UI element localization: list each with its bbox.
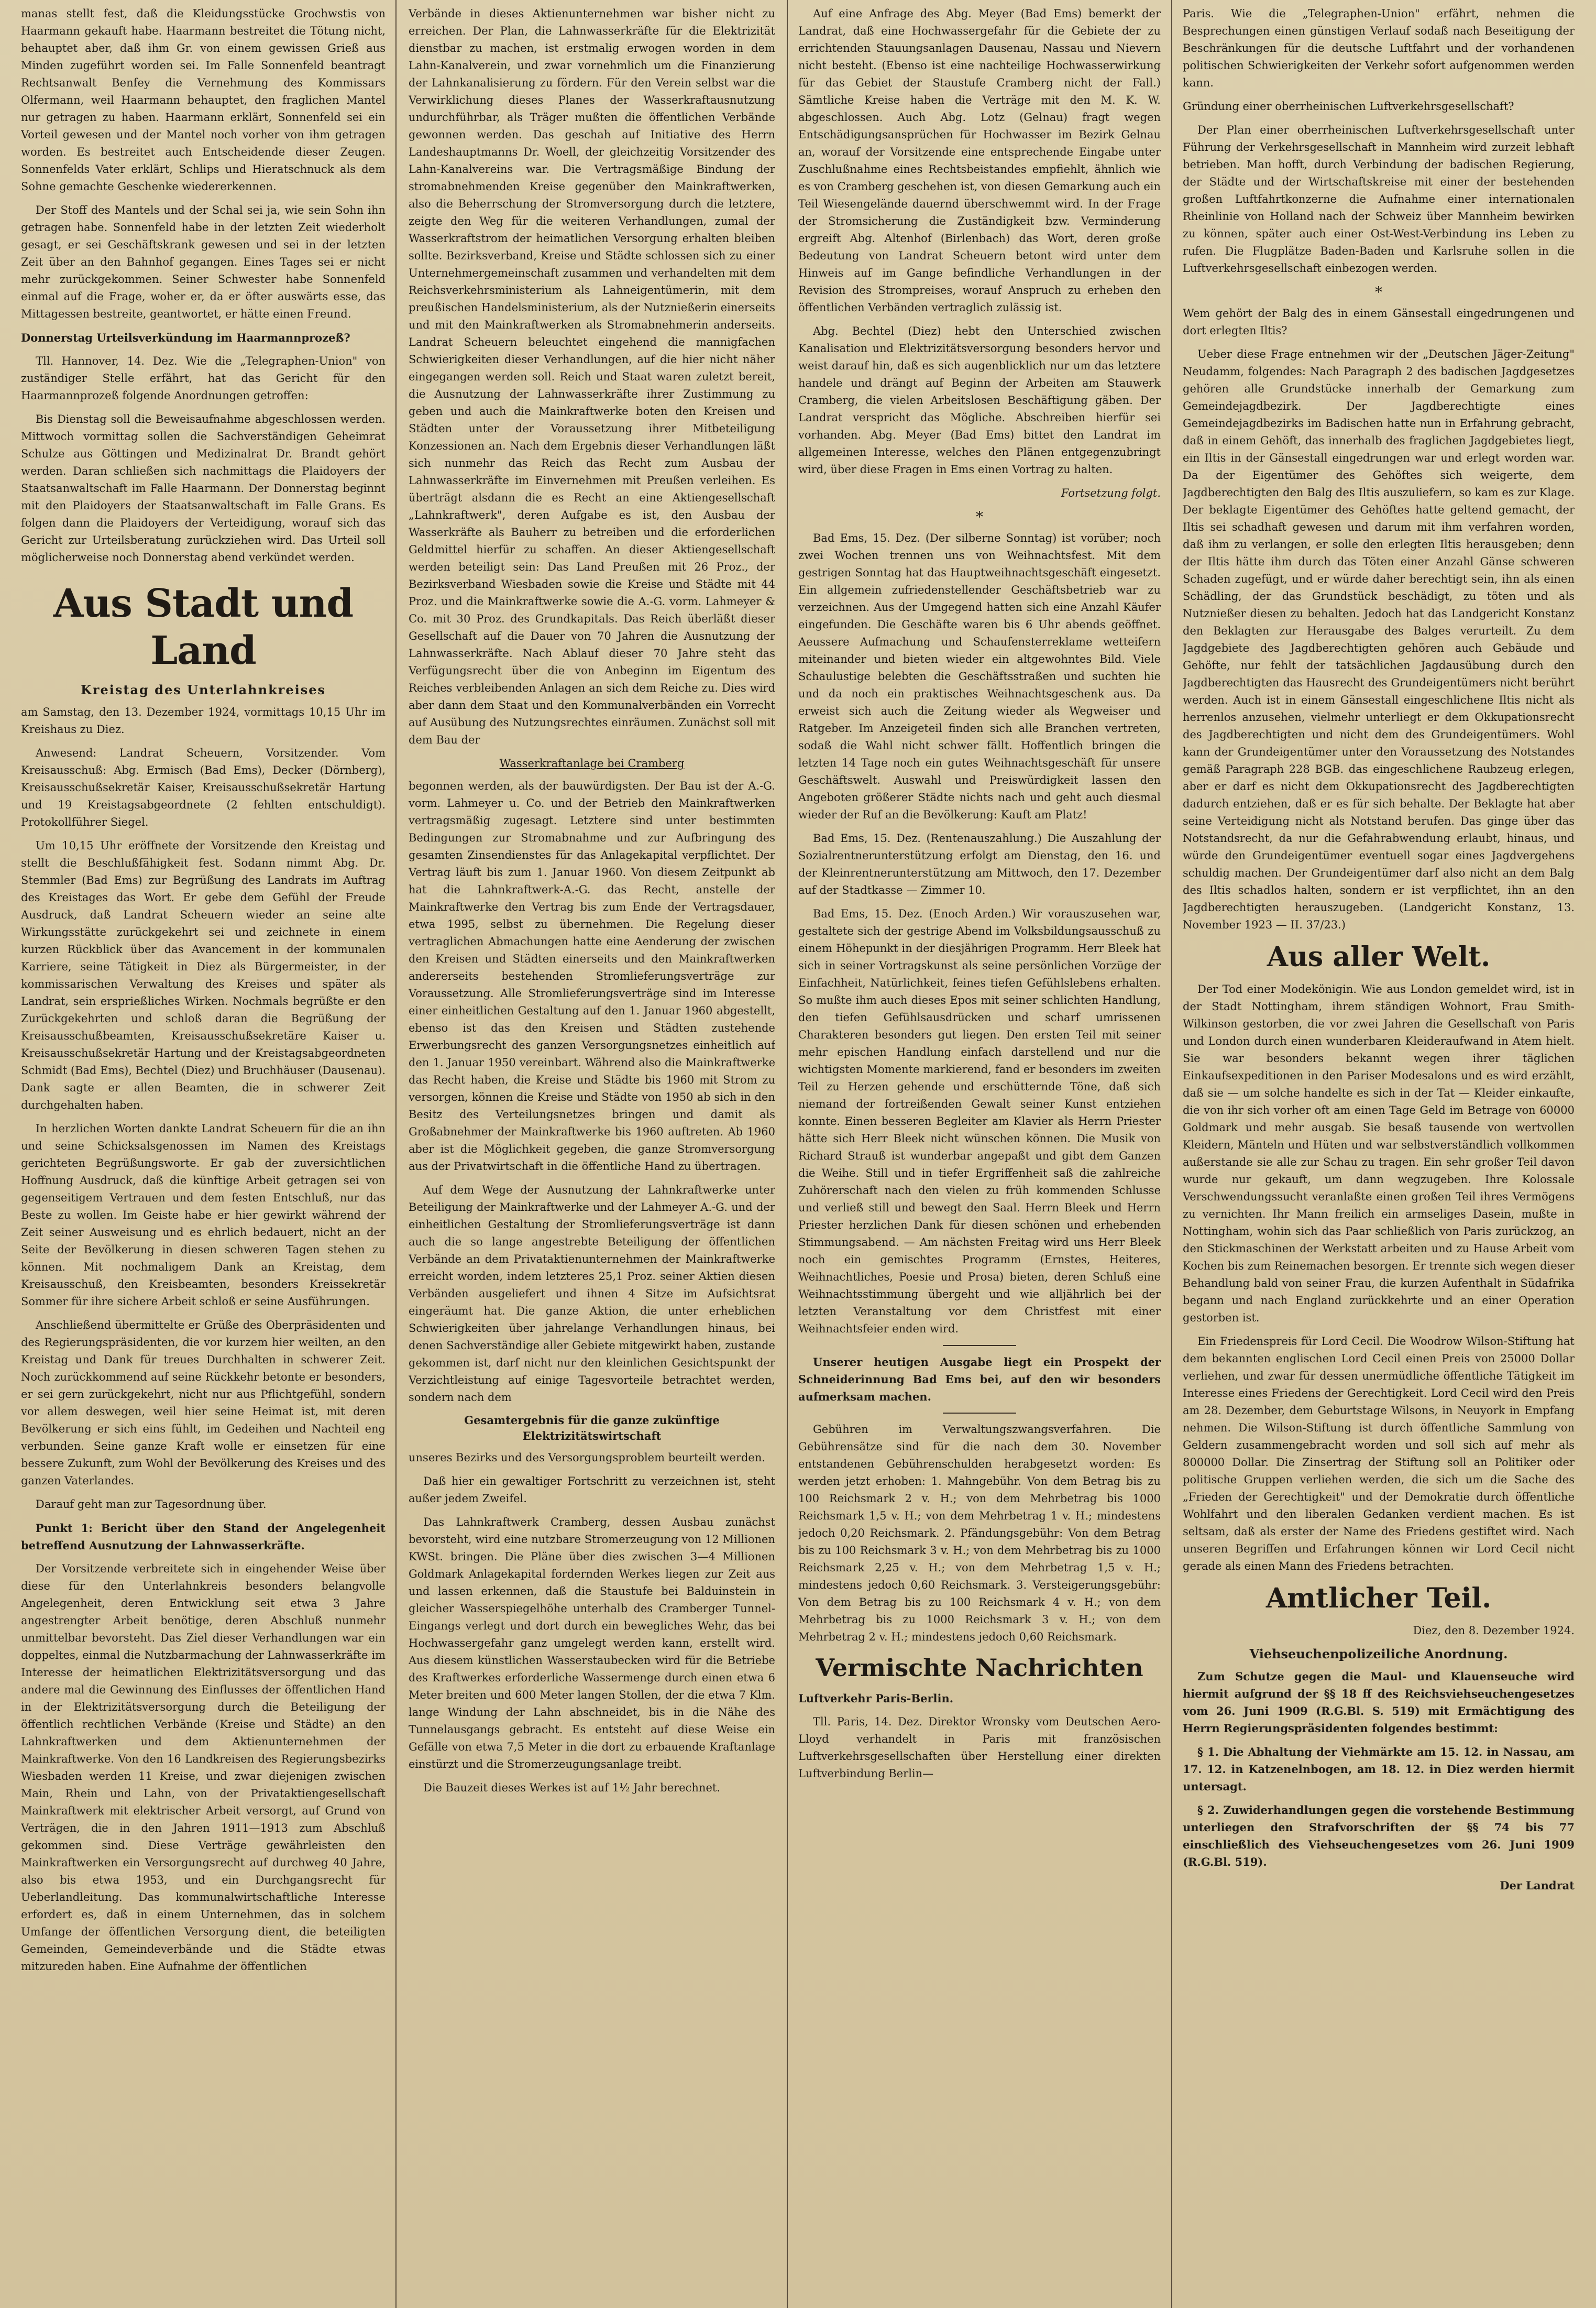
paragraph: manas stellt fest, daß die Kleidungsstücke Grochwstis von Haarmann gekauft habe. Haarmann bestreitet die Tötung nicht, behauptet aber, daß ihm Gr. von einem gewissen Grieß aus Minden zugeführt worden sei. Im Falle Sonnenfeld beantragt Rechtsanwalt Benfey die Vernehmung des Kommissars Olfermann, weil Haarmann behauptet, den fraglichen Mantel nur getragen zu haben. Haarmann erklärt, Sonnenfeld sei ein Vorteil gewesen und der Mantel noch vorher von ihm getragen worden. Es bestreitet auch Entscheidende dieser Zeugen. Sonnenfelds Vater erklärt, Schlips und Hieratschnuck als dem Sohne gemachte Geschenke wiedererkennen. (21, 7, 386, 193)
section-title: Vermischte Nachrichten (816, 1654, 1143, 1682)
column-rule (787, 0, 788, 2308)
paragraph: am Samstag, den 13. Dezember 1924, vormittags 10,15 Uhr im Kreishaus zu Diez. (21, 706, 386, 736)
article-heading: Viehseuchenpolizeiliche Anordnung. (1249, 1646, 1508, 1661)
paragraph: Ein Friedenspreis für Lord Cecil. Die Woodrow Wilson-Stiftung hat dem bekannten englischen Lord Cecil einen Preis von 25000 Dollar verliehen, und zwar für dessen unermüdliche öffentliche Tätigkeit im Interesse eines Friedens der Gerechtigkeit. Lord Cecil wird den Preis am 28. Dezember, dem Geburtstage Wilsons, in Neuyork in Empfang nehmen. Die Wilson-Stiftung ist durch öffentliche Sammlung von Geldern zusammengebracht worden und soll sich auf mehr als 800000 Dollar. Die Zinsertrag der Stiftung soll an Politiker oder politische Gruppen verliehen werden, die sich um die Sache des „Frieden der Gerechtigkeit" und der Demokratie durch öffentliche Wohlfahrt und den liberalen Gedanken verdient machen. Es ist seltsam, daß als erster der Name des Friedens gestiftet wird. Nach unseren Begriffen und Erfahrungen können wir Lord Cecil nicht gerade als einen Mann des Friedens betrachten. (1183, 1335, 1575, 1572)
paragraph: Verbände in dieses Aktienunternehmen war bisher nicht zu erreichen. Der Plan, die Lahnwasserkräfte für die Elektrizität dienstbar zu machen, ist erstmalig erwogen worden in dem Lahn-Kanalverein, und zwar vornehmlich um die Finanzierung der Lahnkanalisierung zu fördern. Für den Verein selbst war die Verwirklichung dieses Planes der Wasserkraftausnutzung undurchführbar, als Träger mußten die öffentlichen Verbände gewonnen werden. Das geschah auf Initiative des Herrn Landeshauptmanns Dr. Woell, der gleichzeitig Vorsitzender des Lahn-Kanalvereins war. Die Vertragsmäßige Bindung der stromabnehmenden Kreise gegenüber den Mainkraftwerken, also die Beherrschung der Stromversorgung durch die letztere, zeigte den Weg für die weiteren Verhandlungen, zumal der Wasserkraftstrom der heimatlichen Versorgung erhalten bleiben sollte. Bezirksverband, Kreise und Städte schlossen sich zu einer Unternehmergemeinschaft zusammen und verhandelten mit dem Reichsverkehrsministerium als Lahneigentümerin, mit dem preußischen Handelsministerium, als der Nutznießerin einerseits und mit den Mainkraftwerken als Stromabnehmerin anderseits. Landrat Scheuern beleuchtet eingehend die mannigfachen Schwierigkeiten dieser Verhandlungen, auf die hier nicht näher eingegangen werden soll. Reich und Staat waren zuletzt bereit, die Ausnutzung der Lahnwasserkräfte ihrer Zustimmung zu geben und auch die Mainkraftwerke boten den Kreisen und Städten unter der Voraussetzung ihrer Mitbeteiligung Konzessionen an. Nach dem Ergebnis dieser Verhandlungen läßt sich nunmehr das Reich das Recht zum Ausbau der Lahnwasserkräfte im Einvernehmen mit Preußen verleihen. Es überträgt alsdann die es Recht an eine Aktiengesellschaft „Lahnkraftwerk", deren Aufgabe es ist, den Ausbau der Wasserkräfte als Bauherr zu betreiben und die erforderlichen Geldmittel hierfür zu schaffen. An dieser Aktiengesellschaft werden beteiligt sein: Das Land Preußen mit 26 Proz., der Bezirksverband Wiesbaden sowie die Kreise und Städte mit 44 Proz. und die Mainkraftwerke sowie die A.-G. vorm. Lahmeyer & Co. mit 30 Proz. des Grundkapitals. Das Reich überläßt dieser Gesellschaft auf die Dauer von 70 Jahren die Ausnutzung der Lahnwasserkräfte. Nach Ablauf dieser 70 Jahre steht das Verfügungsrecht über die von Anbeginn im Eigentum des Reiches verbleibenden Anlagen an sich dem Reiche zu. Dies wird aber dann dem Staat und den Kommunalverbänden ein Vorrecht auf Ausübung des Nutzungsrechtes einräumen. Zunächst soll mit dem Bau der (409, 7, 775, 746)
paragraph: Auf dem Wege der Ausnutzung der Lahnkraftwerke unter Beteiligung der Mainkraftwerke und der Lahmeyer A.-G. und der einheitlichen Gestaltung der Stromlieferungsverträge ist dann auch die so lange angestrebte Beteiligung der öffentlichen Verbände an dem Privataktienunternehmen der Mainkraftwerke erreicht worden, indem letzteres 25,1 Proz. seiner Aktien diesen Verbänden ausgeliefert und ihnen 4 Sitze im Aufsichtsrat eingeräumt hat. Die ganze Aktion, die unter erheblichen Schwierigkeiten über jahrelange Verhandlungen hinaus, bei denen Sachverständige aller Gebiete mitgewirkt haben, zustande gekommen ist, darf nicht nur den kleinlichen Gesichtspunkt der Verzichtleistung auf einige Tagesvorteile betrachtet werden, sondern nach dem (409, 1184, 775, 1404)
paragraph: Darauf geht man zur Tagesordnung über. (36, 1498, 267, 1511)
divider (943, 1345, 1016, 1346)
column-rule (395, 0, 397, 2308)
paragraph: Anschließend übermittelte er Grüße des Oberpräsidenten und des Regierungspräsidenten, die vor kurzem hier weilten, an den Kreistag und Dank für treues Durchhalten in schwerer Zeit. Noch zurückkommend auf seine Rückkehr betonte er besonders, er sei gern zurückgekehrt, nicht nur aus Pflichtgefühl, sondern vor allem deswegen, weil hier seine Heimat ist, mit deren Bevölkerung er sich eins fühlt, im Gedeihen und Nachteil eng verbunden. Seine ganze Kraft wolle er einsetzen für eine bessere Zukunft, zum Wohl der Bevölkerung des Kreises und des ganzen Vaterlandes. (21, 1319, 386, 1487)
paragraph: Gebühren im Verwaltungszwangsverfahren. Die Gebührensätze sind für die nach dem 30. November entstandenen Gebührenschulden herabgesetzt worden: Es werden jetzt erhoben: 1. Mahngebühr. Von dem Betrag bis zu 100 Reichsmark 2 v. H.; von dem Mehrbetrag bis 1000 Reichsmark 1,5 v. H.; von dem Mehrbetrag 1 v. H.; mindestens jedoch 0,20 Reichsmark. 2. Pfändungsgebühr: Von dem Betrag bis zu 100 Reichsmark 3 v. H.; von dem Mehrbetrag bis zu 1000 Reichsmark 2,25 v. H.; von dem Mehrbetrag 1,5 v. H.; mindestens jedoch 0,60 Reichsmark. 3. Versteigerungsgebühr: Von dem Betrag bis zu 100 Reichsmark 4 v. H.; von dem Mehrbetrag bis zu 1000 Reichsmark 3 v. H.; von dem Mehrbetrag 2 v. H.; mindestens jedoch 0,60 Reichsmark. (798, 1423, 1161, 1643)
dateline: Diez, den 8. Dezember 1924. (1413, 1624, 1575, 1637)
paragraph: Bad Ems, 15. Dez. (Rentenauszahlung.) Die Auszahlung der Sozialrentnerunterstützung erfolgt am Dienstag, den 16. und der Kleinrentnerunterstützung am Mittwoch, den 17. Dezember auf der Stadtkasse — Zimmer 10. (798, 832, 1161, 896)
continuation-note: Fortsetzung folgt. (1061, 487, 1161, 499)
signature: Der Landrat (1500, 1879, 1575, 1892)
paragraph: Ueber diese Frage entnehmen wir der „Deutschen Jäger-Zeitung" Neudamm, folgendes: Nach Paragraph 2 des badischen Jagdgesetzes gehören alle Grundstücke innerhalb der Gemarkung zum Gemeindejagdbezirk. Der Jagdberechtigte eines Gemeindejagdbezirks im Badischen hatte nun in Erfahrung gebracht, daß in einem Gehöft, das innerhalb des fraglichen Jagdgebietes liegt, ein Iltis in der Gänsestall eingedrungen war und erlegt worden war. Da der Eigentümer des Gehöftes sich weigerte, dem Jagdberechtigten den Balg des Iltis auszuliefern, so kam es zur Klage. Der beklagte Eigentümer des Gehöftes hatte geltend gemacht, der Iltis sei schadhaft gewesen und darum mit ihm verfahren worden, daß ihm zu verlangen, er solle den erlegten Iltis herausgeben; denn der Iltis hätte ihm durch das Töten einer Anzahl Gänse schweren Schaden zugefügt, und er würde daher berechtigt sein, ihn als einen Schädling, der das Grundstück beschädigt, zu töten und als Nutznießer diesen zu behalten. Jedoch hat das Landgericht Konstanz den Beklagten zur Herausgabe des Balges verurteilt. Zu dem Jagdgebiete des Jagdberechtigten gehören auch Gebäude und Gehöfte, nur fehlt der tatsächlichen Jagdausübung durch den Jagdberechtigten das Hausrecht des Grundeigentümers nicht berührt werden. Auch ist in einem Gänsestall eingeschlichene Iltis nicht als herrenlos anzusehen, vielmehr unterliegt er dem Okkupationsrecht des Jagdberechtigten und nicht dem des Grundeigentümers. Wohl kann der Grundeigentümer unter den Voraussetzung des Notstandes gemäß Paragraph 228 BGB. das eingeschlichene Raubzeug erlegen, aber er darf es nicht dem Okkupationsrecht des Jagdberechtigten dadurch entziehen, daß er es für sich behalte. Der Beklagte hat aber seine Verteidigung nicht als Notstand berufen. Das ginge über das Notstandsrecht, da nur die Gefahrabwendung erlaubt, hinaus, und würde den Grundeigentümer eventuell sogar eines Jagdvergehens schuldig machen. Der Grundeigentümer darf also nicht an dem Balg des Iltis schadlos halten, sondern er ist verpflichtet, ihn an den Jagdberechtigten herauszugeben. (Landgericht Konstanz, 13. November 1923 — II. 37/23.) (1183, 348, 1575, 931)
paragraph: Der Tod einer Modekönigin. Wie aus London gemeldet wird, ist in der Stadt Nottingham, ihrem ständigen Wohnort, Frau Smith-Wilkinson gestorben, die vor zwei Jahren die Gesellschaft von Paris und London durch einen wunderbaren Kleideraufwand in Atem hielt. Sie war besonders bekannt wegen ihrer täglichen Einkaufsexpeditionen in den Pariser Modesalons und es wird erzählt, daß sie — um solche handelte es sich in der Tat — Kleider einkaufte, die von ihr sich vorher oft am einen Tage Geld im Betrage von 60000 Goldmark und mehr ausgab. Sie besaß tausende von wertvollen Kleidern, Mänteln und Hüten und war selbstverständlich vollkommen außerstande sie alle zur Schau zu tragen. Ein sehr großer Teil davon wurde nur gekauft, um dann wegzugeben. Ihre Kolossale Verschwendungssucht veranlaßte einen großen Teil ihres Vermögens zu vernichten. Ihr Mann freilich ein armseliges Dasein, mußte in Nottingham, wohin sich das Paar schließlich von Paris zurückzog, an den Stickmaschinen der Werkstatt arbeiten und zu Hause Arbeit vom Kochen bis zum Reinemachen besorgen. Er trennte sich wegen dieser Behandlung bald von seiner Frau, die kurzen Aufenthalt in Südafrika begann und nach England zurückkehrte und an einer Operation gestorben ist. (1183, 983, 1575, 1324)
paragraph: Der Stoff des Mantels und der Schal sei ja, wie sein Sohn ihn getragen habe. Sonnenfeld habe in der letzten Zeit wiederholt gesagt, er sei Geschäftskrank gewesen und sei in der letzten Zeit über an den Bahnhof gegangen. Eines Tages sei er nicht mehr zurückgekommen. Seiner Schwester habe Sonnenfeld einmal auf die Frage, woher er, da er öfter auswärts esse, das Mittagessen bestreite, geantwortet, er hätte einen Freund. (21, 204, 386, 320)
paragraph: unseres Bezirks und des Versorgungsproblem beurteilt werden. (409, 1451, 766, 1464)
subheading: Gesamtergebnis für die ganze zukünftige Elektrizitätswirtschaft (464, 1414, 720, 1442)
section-title: Aus Stadt und Land (53, 581, 354, 673)
column-2 (409, 5, 775, 2303)
paragraph: Das Lahnkraftwerk Cramberg, dessen Ausbau zunächst bevorsteht, wird eine nutzbare Stromerzeugung von 12 Millionen KWSt. bringen. Die Pläne über dies zwischen 3—4 Millionen Goldmark Anlagekapital fordernden Werkes liegen zur Zeit aus und lassen erkennen, daß die Staustufe bei Balduinstein in gleicher Wasserspiegelhöhe unterhalb des Cramberger Tunnel-Eingangs verlegt und dort durch ein bewegliches Wehr, das bei Hochwassergefahr ganz umgelegt werden kann, erstellt wird. Aus diesem künstlichen Wasserstaubecken wird für die Betriebe des Kraftwerkes erforderliche Wassermenge durch einen etwa 6 Meter breiten und 600 Meter langen Stollen, der die etwa 7 Klm. lange Windung der Lahn abschneidet, bis in die Nähe des Tunnelausgangs gebracht. Es entsteht auf diese Weise ein Gefälle von etwa 7,5 Meter in die dort zu erbauende Kraftanlage einstürzt und die Stromerzeugungsanlage treibt. (409, 1516, 775, 1770)
column-1 (21, 5, 386, 2303)
section-title: Amtlicher Teil. (1265, 1582, 1492, 1614)
notice: Unserer heutigen Ausgabe liegt ein Prospekt der Schneiderinnung Bad Ems bei, auf den wir besonders aufmerksam machen. (798, 1355, 1161, 1403)
paragraph: Auf eine Anfrage des Abg. Meyer (Bad Ems) bemerkt der Landrat, daß eine Hochwassergefahr für die Gebiete der zu errichtenden Stauungsanlagen Dausenau, Nassau und Nievern nicht besteht. (Ebenso ist eine nachteilige Hochwasserwirkung für das Gebiet der Staustufe Cramberg nicht der Fall.) Sämtliche Kreise haben die Verträge mit den M. K. W. abgeschlossen. Auch Abg. Lotz (Gelnau) fragt wegen Entschädigungsansprüchen für Hochwasser im Bezirk Gelnau an, worauf der Vorsitzende eine entsprechende Eingabe unter Zuschlußnahme eines Rechtsbeistandes empfiehlt, ähnlich wie es von Cramberg geschehen ist, von diesen Gemarkung auch ein Teil Wiesengelände dauernd überschwemmt wird. In der Frage der Stromsicherung die Zuständigkeit bzw. Verminderung ergreift Abg. Altenhof (Birlenbach) das Wort, deren große Bedeutung von Landrat Scheuern betont wird unter dem Hinweis auf im Gange befindliche Verhandlungen in der Revision des Strompreises, worauf Anspruch zu erheben den öffentlichen Verbänden vertraglich zulässig ist. (798, 7, 1161, 314)
separator-star: * (976, 508, 983, 526)
paragraph: In herzlichen Worten dankte Landrat Scheuern für die an ihn und seine Schicksalsgenossen im Namen des Kreistags gerichteten Begrüßungsworte. Er gab der zuversichtlichen Hoffnung Ausdruck, daß die künftige Arbeit getragen sei von gegenseitigem Vertrauen und dem festen Entschluß, nur das Beste zu wollen. Im Geiste habe er hier gewirkt während der Zeit seiner Ausweisung und es ehrlich bedauert, nicht an der Seite der Bevölkerung in diesen schweren Tagen stehen zu können. Mit nochmaligem Dank an Kreistag, dem Kreisausschuß, den Kreisbeamten, besonders Kreissekretär Sommer für ihre sichere Arbeit schloß er seine Ausführungen. (21, 1122, 386, 1308)
paragraph: § 1. Die Abhaltung der Viehmärkte am 15. 12. in Nassau, am 17. 12. in Katzenelnbogen, am 18. 12. in Diez werden hiermit untersagt. (1183, 1745, 1575, 1793)
subheading: Wasserkraftanlage bei Cramberg (499, 757, 685, 770)
separator-star: * (1375, 283, 1382, 301)
paragraph: Paris. Wie die „Telegraphen-Union" erfährt, nehmen die Besprechungen einen günstigen Verlauf sodaß nach Beseitigung der Beschränkungen für die deutsche Luftfahrt und der vorhandenen politischen Schwierigkeiten der Verkehr sofort aufgenommen werden kann. (1183, 7, 1575, 89)
paragraph: Tll. Hannover, 14. Dez. Wie die „Telegraphen-Union" von zuständiger Stelle erfährt, hat das Gericht für den Haarmannprozeß folgende Anordnungen getroffen: (21, 355, 386, 402)
paragraph: Zum Schutze gegen die Maul- und Klauenseuche wird hiermit aufgrund der §§ 18 ff des Reichsviehseuchengesetzes vom 26. Juni 1909 (R.G.Bl. S. 519) mit Ermächtigung des Herrn Regierungspräsidenten folgendes bestimmt: (1183, 1670, 1575, 1735)
paragraph: § 2. Zuwiderhandlungen gegen die vorstehende Bestimmung unterliegen den Strafvorschriften der §§ 74 bis 77 einschließlich des Viehseuchengesetzes vom 26. Juni 1909 (R.G.Bl. 519). (1183, 1803, 1575, 1868)
column-3 (798, 5, 1161, 2303)
paragraph: Der Plan einer oberrheinischen Luftverkehrsgesellschaft unter Führung der Verkehrsgesellschaft in Mannheim wird zurzeit lebhaft betrieben. Man hofft, durch Verbindung der badischen Regierung, der Städte und der Wirtschaftskreise mit einer der bestehenden großen Luftfahrtkonzerne die Aufnahme einer internationalen Rheinlinie von Holland nach der Schweiz über Mannheim bewirken zu können, später auch einer Ost-West-Verbindung ins Leben zu rufen. Die Flugplätze Baden-Baden und Karlsruhe sollen in die Luftverkehrsgesellschaft einbezogen werden. (1183, 124, 1575, 275)
article-heading: Kreistag des Unterlahnkreises (81, 682, 326, 697)
paragraph: begonnen werden, als der bauwürdigsten. Der Bau ist der A.-G. vorm. Lahmeyer u. Co. und der Betrieb den Mainkraftwerken vertragsmäßig zugesagt. Letztere sind unter bestimmten Bedingungen zur Stromabnahme und zur Aufbringung des gesamten Zinsendienstes für das Anlagekapital verpflichtet. Der Vertrag läuft bis zum 1. Januar 1960. Von diesem Zeitpunkt ab hat die Lahnkraftwerk-A.-G. das Recht, anstelle der Mainkraftwerke den Vertrag bis zum Ende der Vertragsdauer, etwa 1995, selbst zu übernehmen. Die Regelung dieser vertraglichen Abmachungen hatte eine Aenderung der zwischen den Kreisen und Städten einerseits und den Mainkraftwerken andererseits bestehenden Stromlieferungsverträge zur Voraussetzung. Alle Stromlieferungsverträge sind im Interesse einer einheitlichen Gestaltung auf den 1. Januar 1960 abgestellt, ebenso ist das den Kreisen und Städten zustehende Erwerbungsrecht des ganzen Versorgungsnetzes einheitlich auf den 1. Januar 1950 vereinbart. Während also die Mainkraftwerke das Recht haben, die Kreise und Städte bis 1960 mit Strom zu versorgen, können die Kreise und Städte von 1950 ab sich in den Besitz des Verteilungsnetzes bringen und damit als Großabnehmer der Mainkraftwerke bis 1960 auftreten. Ab 1960 aber ist die Möglichkeit gegeben, die ganze Stromversorgung aus der Privatwirtschaft in die öffentliche Hand zu übertragen. (409, 780, 775, 1173)
paragraph: Der Vorsitzende verbreitete sich in eingehender Weise über diese für den Unterlahnkreis besonders belangvolle Angelegenheit, deren Entwicklung seit etwa 3 Jahre angestrengter Arbeit benötige, deren Abschluß nunmehr unmittelbar bevorsteht. Das Ziel dieser Verhandlungen war ein doppeltes, einmal die Nutzbarmachung der Lahnwasserkräfte im Interesse der heimatlichen Elektrizitätsversorgung und das andere mal die Gewinnung des Einflusses der öffentlichen Hand in der Elektrizitätsversorgung durch die Beteiligung der öffentlich rechtlichen Verbände (Kreise und Städte) an den Lahnkraftwerken und dem Aktienunternehmen der Mainkraftwerke. Von den 16 Landkreisen des Regierungsbezirks Wiesbaden werden 11 Kreise, und zwar diejenigen zwischen Main, Rhein und Lahn, von der Privataktiengesellschaft Mainkraftwerk mit elektrischer Arbeit versorgt, auf Grund von Verträgen, die in den Jahren 1911—1913 zum Abschluß gekommen sind. Diese Verträge gewährleisten den Mainkraftwerken ein Versorgungsrecht auf durchweg 40 Jahre, also bis etwa 1953, und ein Durchgangsrecht für Ueberlandleitung. Das kommunalwirtschaftliche Interesse erfordert es, daß in einem Unternehmen, das in solchem Umfange der öffentlichen Versorgung dient, die beteiligten Gemeinden, Gemeindeverbände und die Städte etwas mitzureden haben. Eine Aufnahme der öffentlichen (21, 1562, 386, 1973)
column-rule (1171, 0, 1172, 2308)
article-heading: Donnerstag Urteilsverkündung im Haarmannprozeß? (21, 331, 350, 344)
paragraph: Die Bauzeit dieses Werkes ist auf 1½ Jahr berechnet. (423, 1781, 720, 1794)
paragraph: Bad Ems, 15. Dez. (Enoch Arden.) Wir vorauszusehen war, gestaltete sich der gestrige Abend im Volksbildungsausschuß zu einem Höhepunkt in der diesjährigen Programm. Herr Bleek hat sich in seiner Vortragskunst als seine persönlichen Vorzüge der Einfachheit, Natürlichkeit, feines tiefen Gefühlslebens erhalten. So mußte ihm auch dieses Epos mit seiner schlichten Handlung, den tiefen Gefühlsausdrücken und scharf umrissenen Charakteren besonders gut liegen. Den ersten Teil mit seiner mehr epischen Handlung einfach darstellend und nur die wichtigsten Momente markierend, fand er besonders im zweiten Teil zu Herzen gehende und erschütternde Töne, daß sich niemand der fortreißenden Gewalt seiner Kunst entziehen konnte. Einen besseren Begleiter am Klavier als Herrn Priester hätte sich Herr Bleek nicht wünschen können. Die Musik von Richard Strauß ist wunderbar angepaßt und gibt dem Ganzen die Weihe. Still und in tiefer Ergriffenheit saß die zahlreiche Zuhörerschaft nach den vielen zu früh kommenden Schlusse und verließ still und bewegt den Saal. Herrn Bleek und Herrn Priester herzlichen Dank für diesen schönen und erhebenden Stimmungsabend. — Am nächsten Freitag wird uns Herr Bleek noch ein gemischtes Programm (Ernstes, Heiteres, Weihnachtliches, Poesie und Prosa) bieten, deren Schluß eine Weihnachtsstimmung übergeht und wie alljährlich bei der letzten Veranstaltung vor dem Christfest mit einer Weihnachtsfeier enden wird. (798, 907, 1161, 1335)
paragraph: Tll. Paris, 14. Dez. Direktor Wronsky vom Deutschen Aero-Lloyd verhandelt in Paris mit französischen Luftverkehrsgesellschaften über Herstellung einer direkten Luftverbindung Berlin— (798, 1715, 1161, 1780)
paragraph: Um 10,15 Uhr eröffnete der Vorsitzende den Kreistag und stellt die Beschlußfähigkeit fest. Sodann nimmt Abg. Dr. Stemmler (Bad Ems) zur Begrüßung des Landrats im Auftrag des Kreistages das Wort. Er gebe dem Gefühl der Freude Ausdruck, daß Landrat Scheuern wieder an seine alte Wirkungsstätte zurückgekehrt sei und zeichnete in einem kurzen Rückblick über das Avancement in der kommunalen Karriere, seine Tätigkeit in Diez als Bürgermeister, in der kommissarischen Verwaltung des Kreises und später als Landrat, sein ersprießliches Wirken. Nochmals begrüßte er den Zurückgekehrten und schloß daran die Begrüßung der Kreisausschußbeamten, Kreisausschußsekretäre Kaiser u. Kreisausschußsekretär Hartung und der Kreistagsabgeordneten Schmidt (Bad Ems), Bechtel (Diez) und Bruchhäuser (Dausenau). Dank sagte er allen Beamten, die in schwerer Zeit durchgehalten haben. (21, 839, 386, 1111)
column-4 (1183, 5, 1575, 2303)
paragraph: Punkt 1: Bericht über den Stand der Angelegenheit betreffend Ausnutzung der Lahnwasserkräfte. (21, 1522, 386, 1552)
article-heading: Wem gehört der Balg des in einem Gänsestall eingedrungenen und dort erlegten Iltis? (1183, 307, 1575, 337)
article-heading: Gründung einer oberrheinischen Luftverkehrsgesellschaft? (1183, 100, 1514, 113)
section-title: Aus aller Welt. (1267, 941, 1491, 973)
paragraph: Daß hier ein gewaltiger Fortschritt zu verzeichnen ist, steht außer jedem Zweifel. (409, 1475, 775, 1505)
paragraph: Bis Dienstag soll die Beweisaufnahme abgeschlossen werden. Mittwoch vormittag sollen die Sachverständigen Geheimrat Schulze aus Göttingen und Medizinalrat Dr. Brandt gehört werden. Daran schließen sich nachmittags die Plaidoyers der Staatsanwaltschaft im Falle Haarmann. Der Donnerstag beginnt mit den Plaidoyers der Staatsanwaltschaft im Falle Grans. Es folgen dann die Plaidoyers der Verteidigung, worauf sich das Gericht zur Urteilsberatung zurückziehen wird. Das Urteil soll möglicherweise noch Donnerstag abend verkündet werden. (21, 413, 386, 564)
paragraph: Anwesend: Landrat Scheuern, Vorsitzender. Vom Kreisausschuß: Abg. Ermisch (Bad Ems), Decker (Dörnberg), Kreisausschußsekretär Kaiser, Kreisausschußsekretär Hartung und 19 Kreistagsabgeordnete (2 fehlten entschuldigt). Protokollführer Siegel. (21, 747, 386, 828)
divider (943, 1413, 1016, 1414)
paragraph: Abg. Bechtel (Diez) hebt den Unterschied zwischen Kanalisation und Elektrizitätsversorgung besonders hervor und weist darauf hin, daß es sich augenblicklich nur um das letztere handele und drängt auf Beginn der Arbeiten am Stauwerk Cramberg, die vielen Arbeitslosen Beschäftigung gäben. Der Landrat verspricht das Mögliche. Abschreiben hierfür sei vorhanden. Abg. Meyer (Bad Ems) bittet den Landrat im allgemeinen Interesse, welches den Plänen entgegenzubringt wird, über diese Fragen in Ems einen Vortrag zu halten. (798, 325, 1161, 476)
paragraph: Bad Ems, 15. Dez. (Der silberne Sonntag) ist vorüber; noch zwei Wochen trennen uns von Weihnachtsfest. Mit dem gestrigen Sonntag hat das Hauptweihnachtsgeschäft eingesetzt. Ein allgemein zufriedenstellender Geschäftsbetrieb war zu verzeichnen. Aus der Umgegend hatten sich eine Anzahl Käufer eingefunden. Die Geschäfte waren bis 6 Uhr abends geöffnet. Aeussere Aufmachung und Schaufensterreklame wetteifern miteinander und bieten wieder ein altgewohntes Bild. Viele Schaulustige belebten die Geschäftsstraßen und suchten hie und da noch ein praktisches Weihnachtsgeschenk aus. Da erweist sich auch die Zeitung wieder als Wegweiser und Ratgeber. Im Anzeigeteil finden sich alle Branchen vertreten, sodaß die Wahl nicht schwer fällt. Hoffentlich bringen die letzten 14 Tage noch ein gutes Weihnachtsgeschäft für unsere Geschäftswelt. Auswahl und Preiswürdigkeit lassen den Angeboten größerer Städte nichts nach und geht auch diesmal wieder der Ruf an die Bevölkerung: Kauft am Platz! (798, 532, 1161, 821)
article-heading: Luftverkehr Paris-Berlin. (798, 1692, 954, 1705)
